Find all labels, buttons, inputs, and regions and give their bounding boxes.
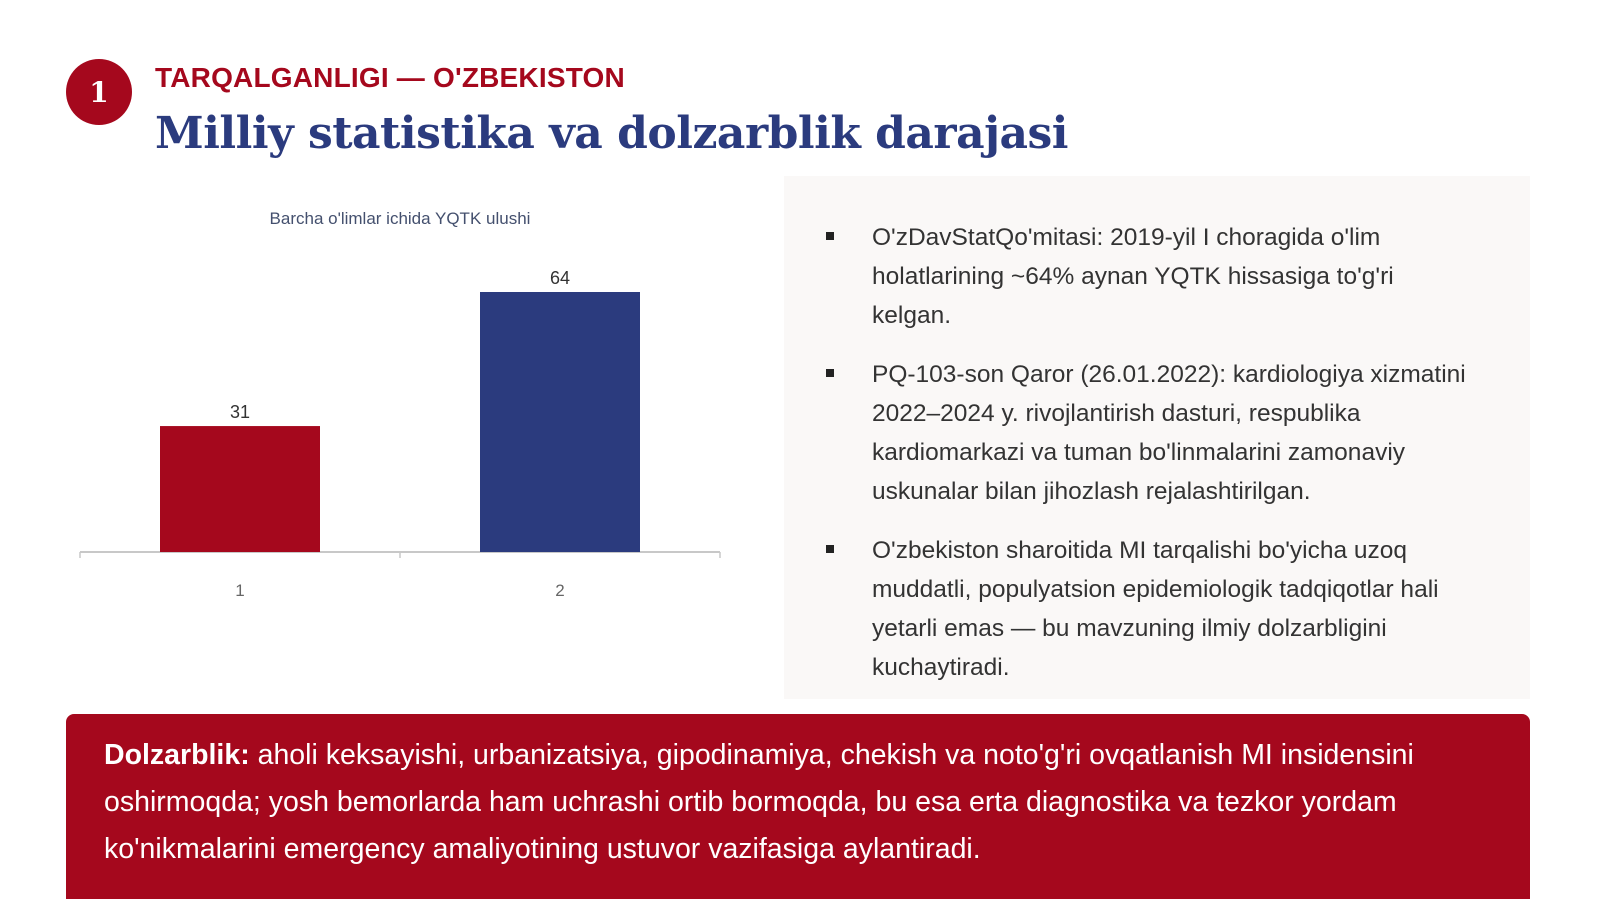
bar [480,292,640,552]
bullet-text: PQ-103-son Qaror (26.01.2022): kardiologiya xizmatini 2022–2024 y. rivojlantirish dasturi, respublika kardiomarkazi va tuman bo'linmalarini zamonaviy uskunalar bilan jihozlash rejalashtirilgan. [872,361,1466,505]
page-title: Milliy statistika va dolzarblik darajasi [155,108,1069,159]
info-panel [784,176,1530,699]
bullet-list [826,218,1476,707]
bullet-text: O'zbekiston sharoitida MI tarqalishi bo'yicha uzoq muddatli, populyatsion epidemiologik tadqiqotlar hali yetarli emas — bu mavzuning ilmiy dolzarbligini kuchaytiradi. [872,537,1439,681]
bullet-item [826,531,1476,687]
bullet-square-icon [826,545,834,553]
banner-body: aholi keksayishi, urbanizatsiya, gipodinamiya, chekish va noto'g'ri ovqatlanish MI insidensini oshirmoqda; yosh bemorlarda ham uchrashi ortib bormoqda, bu esa erta diagnostika va tezkor yordam ko'nikmalarini emergency amaliyotining ustuvor vazifasiga aylantiradi. [104,739,1414,865]
chart-title: Barcha o'limlar ichida YQTK ulushi [269,209,531,228]
bar [160,426,320,552]
chart-svg [60,196,760,626]
banner-lead: Dolzarblik: [104,739,250,771]
banner-text [104,732,1504,873]
section-kicker: TARQALGANLIGI — O'ZBEKISTON [155,62,625,93]
bar-data-label: 31 [229,402,251,423]
bullet-item [826,355,1476,511]
bullet-square-icon [826,369,834,377]
bar-chart [60,196,760,626]
x-tick-label: 2 [555,581,565,600]
bullet-item [826,218,1476,335]
x-tick-label: 1 [235,581,245,600]
bullet-text: O'zDavStatQo'mitasi: 2019-yil I choragida o'lim holatlarining ~64% aynan YQTK hissasiga to'g'ri kelgan. [872,224,1394,329]
bar-data-label: 64 [549,268,571,288]
bullet-square-icon [826,232,834,240]
section-number-badge: 1 [66,59,132,125]
relevance-banner [66,714,1530,899]
